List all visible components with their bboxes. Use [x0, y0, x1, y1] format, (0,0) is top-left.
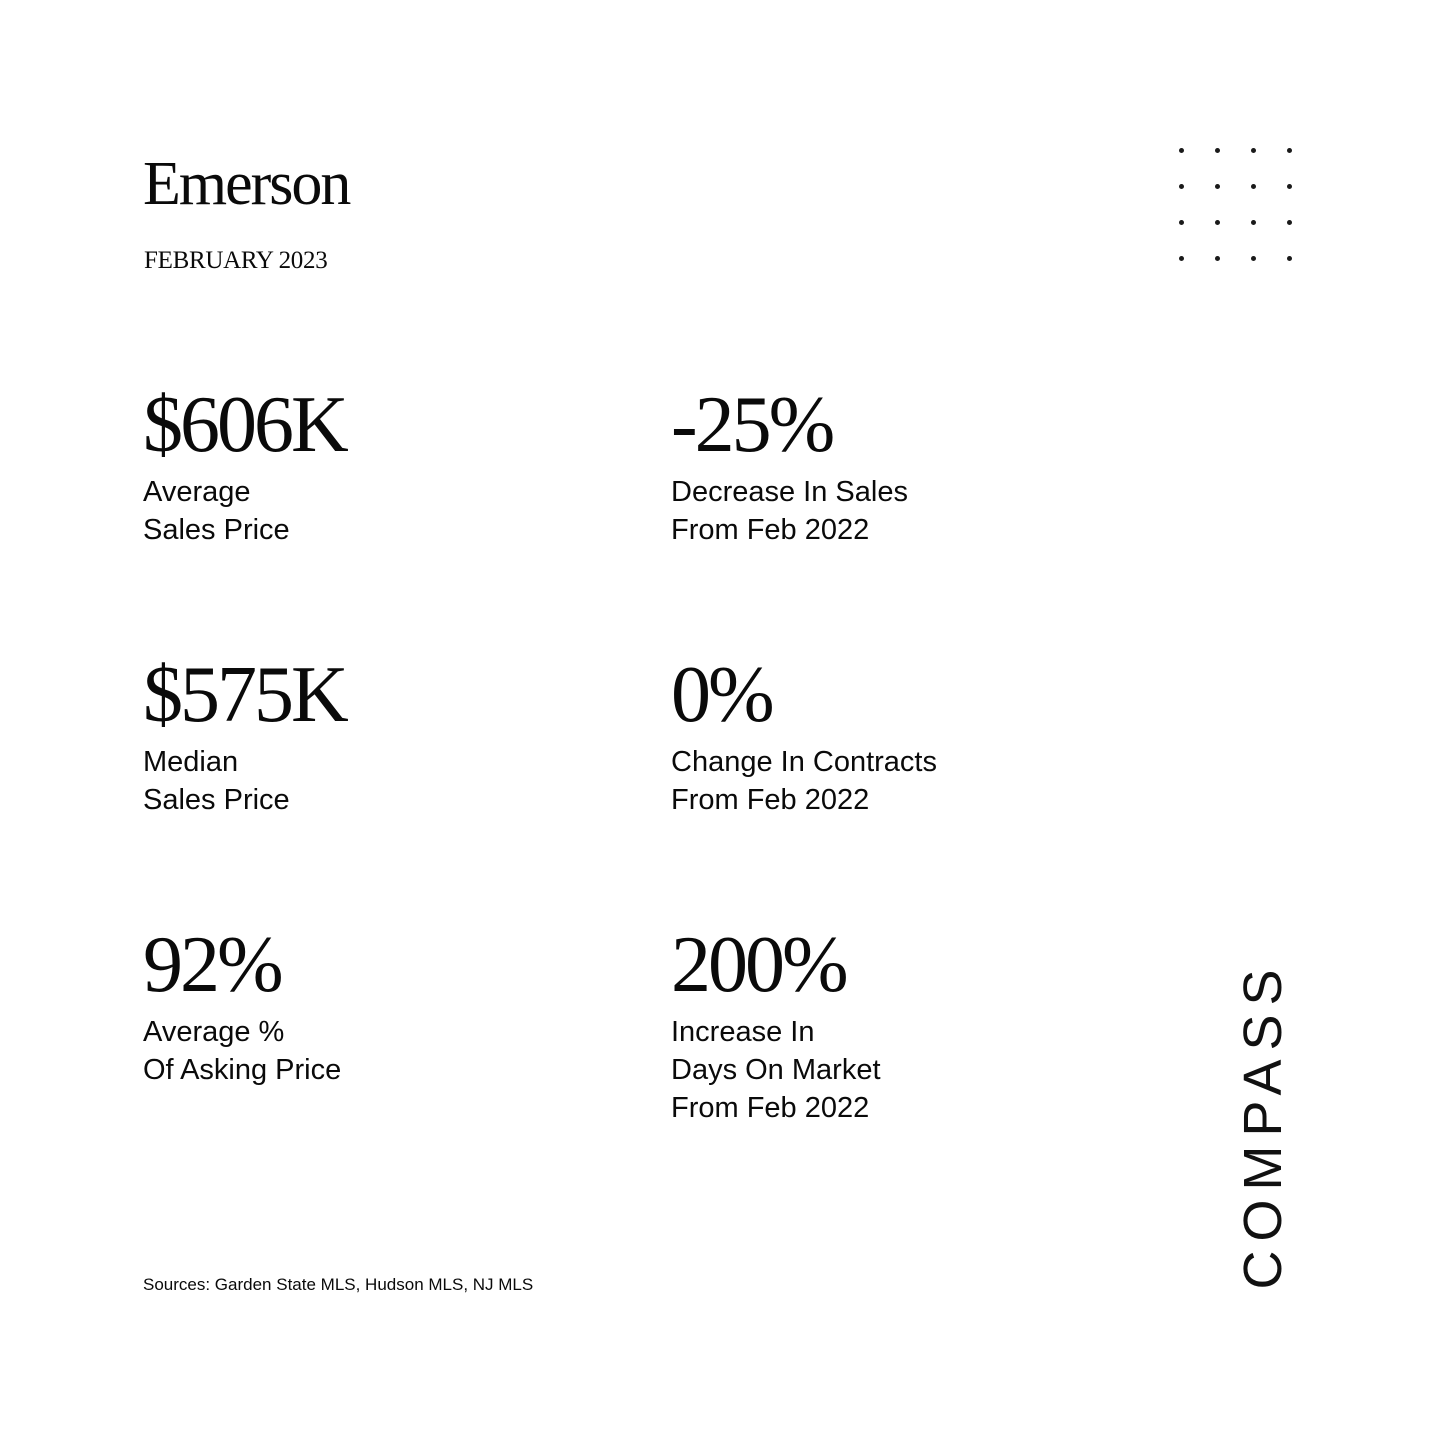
stat-label-line: Increase In [671, 1016, 815, 1048]
stat-value: -25% [671, 381, 833, 469]
stat-value: $575K [143, 651, 346, 739]
stat-median-sales-price [143, 651, 346, 819]
stat-label [671, 473, 908, 549]
stat-percent-of-asking [143, 921, 342, 1089]
grid-dot [1179, 220, 1184, 225]
grid-dot [1287, 220, 1292, 225]
grid-dot [1215, 220, 1220, 225]
grid-dot [1251, 256, 1256, 261]
stat-label [671, 1013, 881, 1127]
grid-dot [1251, 220, 1256, 225]
dot-grid-icon [1177, 146, 1297, 266]
stat-value: 92% [143, 921, 281, 1009]
grid-dot [1251, 184, 1256, 189]
stat-contracts-change [671, 651, 937, 819]
grid-dot [1287, 256, 1292, 261]
stat-label-line: From Feb 2022 [671, 784, 870, 816]
stat-label-line: Median [143, 746, 239, 778]
stat-label-line: Days On Market [671, 1054, 881, 1086]
stat-value: $606K [143, 381, 346, 469]
grid-dot [1215, 148, 1220, 153]
stat-average-sales-price [143, 381, 346, 549]
grid-dot [1287, 184, 1292, 189]
logo-text: COMPASS [1233, 960, 1293, 1290]
report-period: FEBRUARY 2023 [144, 247, 328, 274]
stat-label-line: Sales Price [143, 784, 290, 816]
stat-sales-change [671, 381, 908, 549]
grid-dot [1251, 148, 1256, 153]
stat-label-line: Sales Price [143, 514, 290, 546]
stat-value: 0% [671, 651, 772, 739]
stat-label [143, 743, 346, 819]
stat-label-line: From Feb 2022 [671, 1092, 870, 1124]
stat-label [143, 473, 346, 549]
grid-dot [1287, 148, 1292, 153]
stat-label-line: From Feb 2022 [671, 514, 870, 546]
page-title: Emerson [143, 150, 350, 218]
stat-label-line: Average % [143, 1016, 285, 1048]
stat-label [143, 1013, 341, 1089]
grid-dot [1215, 184, 1220, 189]
grid-dot [1215, 256, 1220, 261]
grid-dot [1179, 184, 1184, 189]
stat-label-line: Change In Contracts [671, 746, 937, 778]
compass-logo [1235, 957, 1291, 1293]
stat-label-line: Of Asking Price [143, 1054, 342, 1086]
stat-label-line: Decrease In Sales [671, 476, 908, 508]
stat-label-line: Average [143, 476, 251, 508]
grid-dot [1179, 148, 1184, 153]
stat-label [671, 743, 937, 819]
sources-note: Sources: Garden State MLS, Hudson MLS, NJ MLS [143, 1275, 534, 1294]
grid-dot [1179, 256, 1184, 261]
stat-value: 200% [671, 921, 846, 1009]
stat-days-on-market [671, 921, 881, 1127]
